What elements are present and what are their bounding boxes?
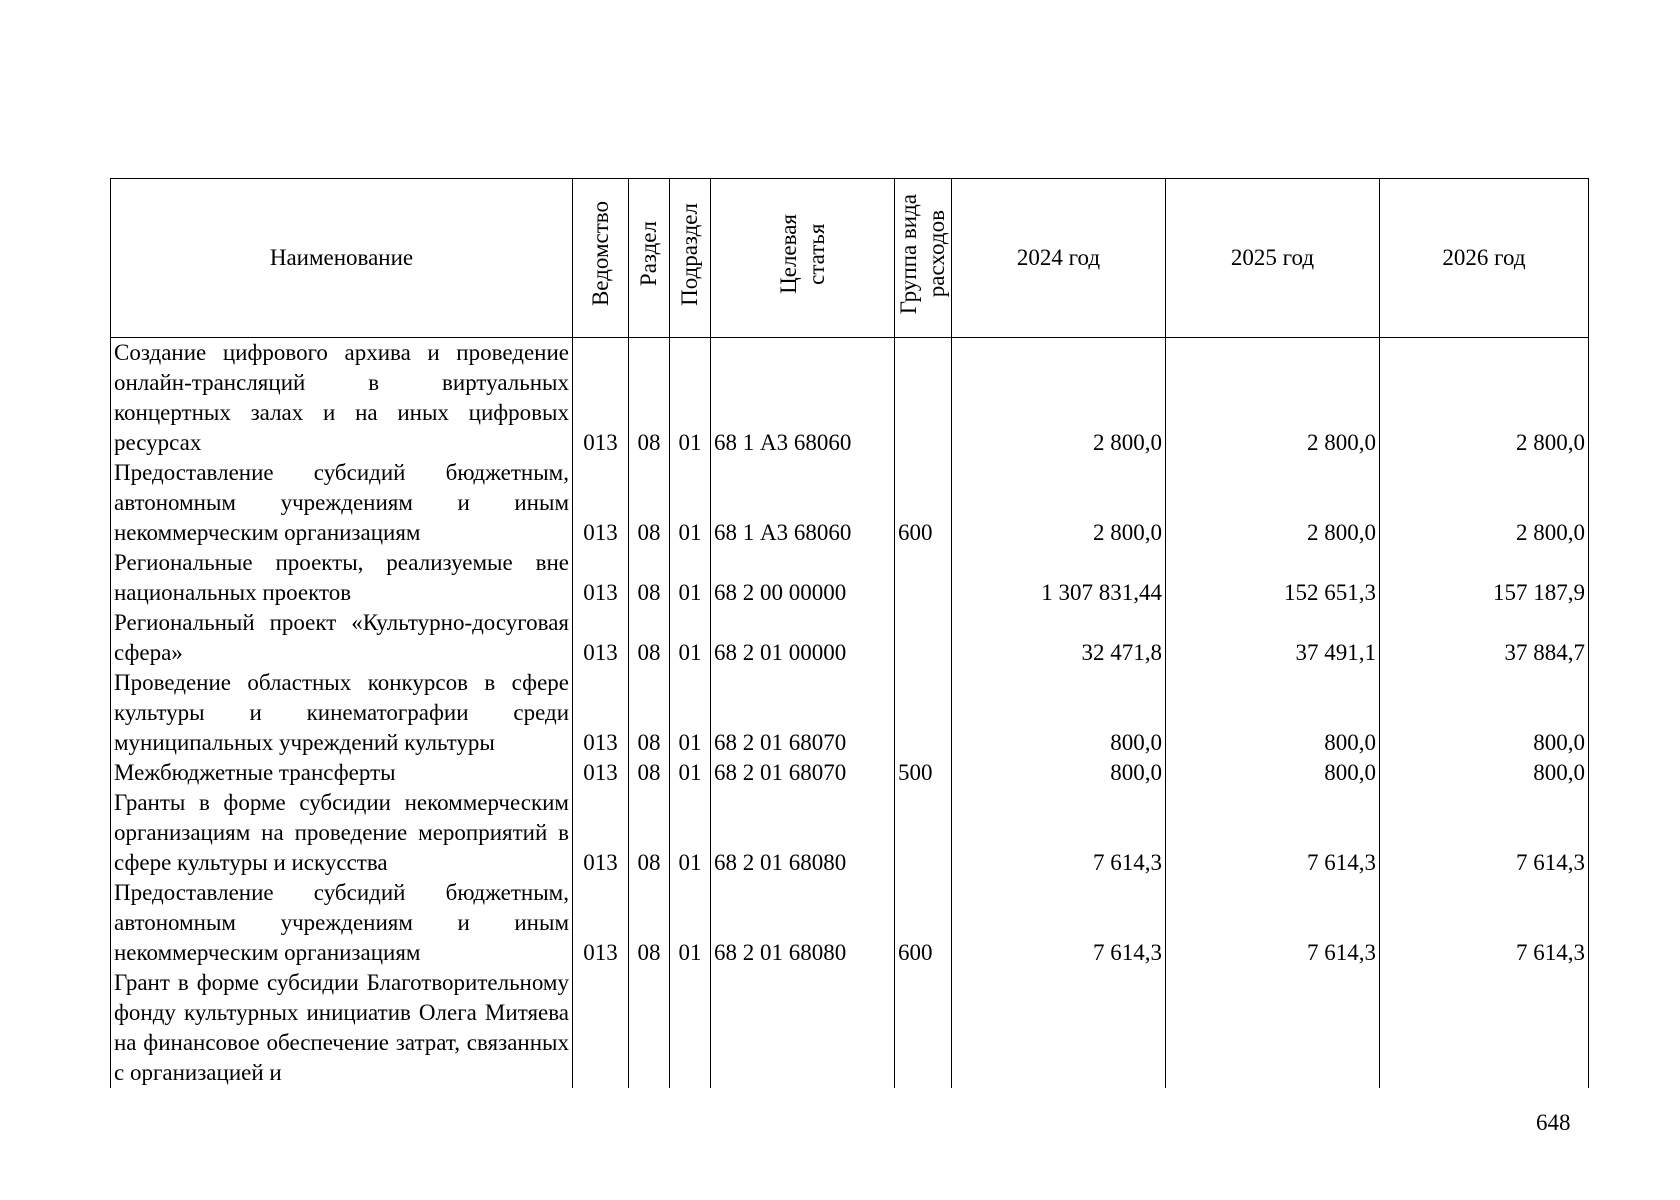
- cell-y2025: 800,0: [1166, 758, 1380, 788]
- cell-y2026: 37 884,7: [1380, 608, 1589, 668]
- cell-y2025: [1166, 968, 1380, 1088]
- cell-name: Предоставление субсидий бюджетным, автономным учреждениям и иным некоммерческим организациям: [111, 878, 573, 968]
- cell-group: [895, 608, 952, 668]
- cell-y2026: 157 187,9: [1380, 548, 1589, 608]
- cell-dept: 013: [573, 608, 629, 668]
- cell-y2025: 2 800,0: [1166, 458, 1380, 548]
- cell-subsection: [670, 968, 711, 1088]
- cell-target: 68 1 А3 68060: [711, 338, 895, 459]
- cell-dept: 013: [573, 338, 629, 459]
- cell-subsection: 01: [670, 788, 711, 878]
- header-section: Раздел: [629, 179, 670, 338]
- header-dept: Ведомство: [573, 179, 629, 338]
- cell-dept: 013: [573, 788, 629, 878]
- header-2025: 2025 год: [1166, 179, 1380, 338]
- table-row: [111, 788, 1589, 878]
- table-row: [111, 758, 1589, 788]
- cell-y2024: [952, 968, 1166, 1088]
- cell-y2024: 800,0: [952, 758, 1166, 788]
- cell-dept: 013: [573, 758, 629, 788]
- cell-name: Межбюджетные трансферты: [111, 758, 573, 788]
- cell-section: 08: [629, 338, 670, 459]
- header-name: Наименование: [111, 179, 573, 338]
- cell-y2025: 7 614,3: [1166, 788, 1380, 878]
- cell-dept: 013: [573, 668, 629, 758]
- header-2026: 2026 год: [1380, 179, 1589, 338]
- header-target: Целевая статья: [711, 179, 895, 338]
- page-number: 648: [1536, 1110, 1571, 1135]
- cell-y2026: 800,0: [1380, 758, 1589, 788]
- cell-name: Грант в форме субсидии Благотворительному фонду культурных инициатив Олега Митяева на финансовое обеспечение затрат, связанных с организацией и: [111, 968, 573, 1088]
- cell-name: Создание цифрового архива и проведение онлайн-трансляций в виртуальных концертных залах и на иных цифровых ресурсах: [111, 338, 573, 459]
- cell-y2026: [1380, 968, 1589, 1088]
- cell-name: Региональный проект «Культурно-досуговая сфера»: [111, 608, 573, 668]
- cell-dept: 013: [573, 548, 629, 608]
- cell-subsection: 01: [670, 458, 711, 548]
- cell-y2025: 7 614,3: [1166, 878, 1380, 968]
- cell-y2026: 7 614,3: [1380, 788, 1589, 878]
- cell-name: Региональные проекты, реализуемые вне национальных проектов: [111, 548, 573, 608]
- header-group: Группа вида расходов: [895, 179, 952, 338]
- cell-section: 08: [629, 458, 670, 548]
- cell-group: [895, 968, 952, 1088]
- cell-dept: [573, 968, 629, 1088]
- cell-y2026: 2 800,0: [1380, 458, 1589, 548]
- cell-y2024: 7 614,3: [952, 788, 1166, 878]
- cell-target: 68 2 00 00000: [711, 548, 895, 608]
- cell-target: 68 2 01 68080: [711, 788, 895, 878]
- cell-y2026: 7 614,3: [1380, 878, 1589, 968]
- cell-y2024: 2 800,0: [952, 458, 1166, 548]
- cell-subsection: 01: [670, 668, 711, 758]
- cell-section: 08: [629, 608, 670, 668]
- table-body: [111, 338, 1589, 1089]
- cell-y2026: 2 800,0: [1380, 338, 1589, 459]
- cell-target: 68 2 01 68070: [711, 668, 895, 758]
- cell-y2025: 37 491,1: [1166, 608, 1380, 668]
- header-2024: 2024 год: [952, 179, 1166, 338]
- table-row: [111, 878, 1589, 968]
- cell-subsection: 01: [670, 548, 711, 608]
- cell-y2025: 152 651,3: [1166, 548, 1380, 608]
- cell-section: [629, 968, 670, 1088]
- cell-group: [895, 548, 952, 608]
- cell-target: 68 2 01 68070: [711, 758, 895, 788]
- cell-group: [895, 338, 952, 459]
- cell-group: 600: [895, 878, 952, 968]
- cell-name: Проведение областных конкурсов в сфере культуры и кинематографии среди муниципальных учреждений культуры: [111, 668, 573, 758]
- cell-subsection: 01: [670, 608, 711, 668]
- cell-y2024: 800,0: [952, 668, 1166, 758]
- budget-table: [110, 178, 1589, 1088]
- cell-group: [895, 788, 952, 878]
- table-row: [111, 668, 1589, 758]
- table-row: [111, 968, 1589, 1088]
- cell-name: Предоставление субсидий бюджетным, автономным учреждениям и иным некоммерческим организациям: [111, 458, 573, 548]
- cell-section: 08: [629, 878, 670, 968]
- cell-subsection: 01: [670, 758, 711, 788]
- cell-section: 08: [629, 758, 670, 788]
- cell-name: Гранты в форме субсидии некоммерческим организациям на проведение мероприятий в сфере культуры и искусства: [111, 788, 573, 878]
- cell-group: 600: [895, 458, 952, 548]
- cell-y2026: 800,0: [1380, 668, 1589, 758]
- cell-section: 08: [629, 788, 670, 878]
- table-row: [111, 338, 1589, 459]
- cell-y2024: 2 800,0: [952, 338, 1166, 459]
- cell-y2025: 800,0: [1166, 668, 1380, 758]
- cell-y2025: 2 800,0: [1166, 338, 1380, 459]
- cell-target: 68 2 01 00000: [711, 608, 895, 668]
- cell-dept: 013: [573, 878, 629, 968]
- table-row: [111, 548, 1589, 608]
- cell-y2024: 7 614,3: [952, 878, 1166, 968]
- cell-section: 08: [629, 548, 670, 608]
- cell-section: 08: [629, 668, 670, 758]
- cell-group: 500: [895, 758, 952, 788]
- cell-dept: 013: [573, 458, 629, 548]
- cell-y2024: 32 471,8: [952, 608, 1166, 668]
- header-row: [111, 179, 1589, 338]
- table-row: [111, 608, 1589, 668]
- cell-subsection: 01: [670, 878, 711, 968]
- cell-target: 68 2 01 68080: [711, 878, 895, 968]
- header-subsection: Подраздел: [670, 179, 711, 338]
- cell-group: [895, 668, 952, 758]
- table-row: [111, 458, 1589, 548]
- cell-y2024: 1 307 831,44: [952, 548, 1166, 608]
- cell-target: 68 1 А3 68060: [711, 458, 895, 548]
- cell-target: [711, 968, 895, 1088]
- cell-subsection: 01: [670, 338, 711, 459]
